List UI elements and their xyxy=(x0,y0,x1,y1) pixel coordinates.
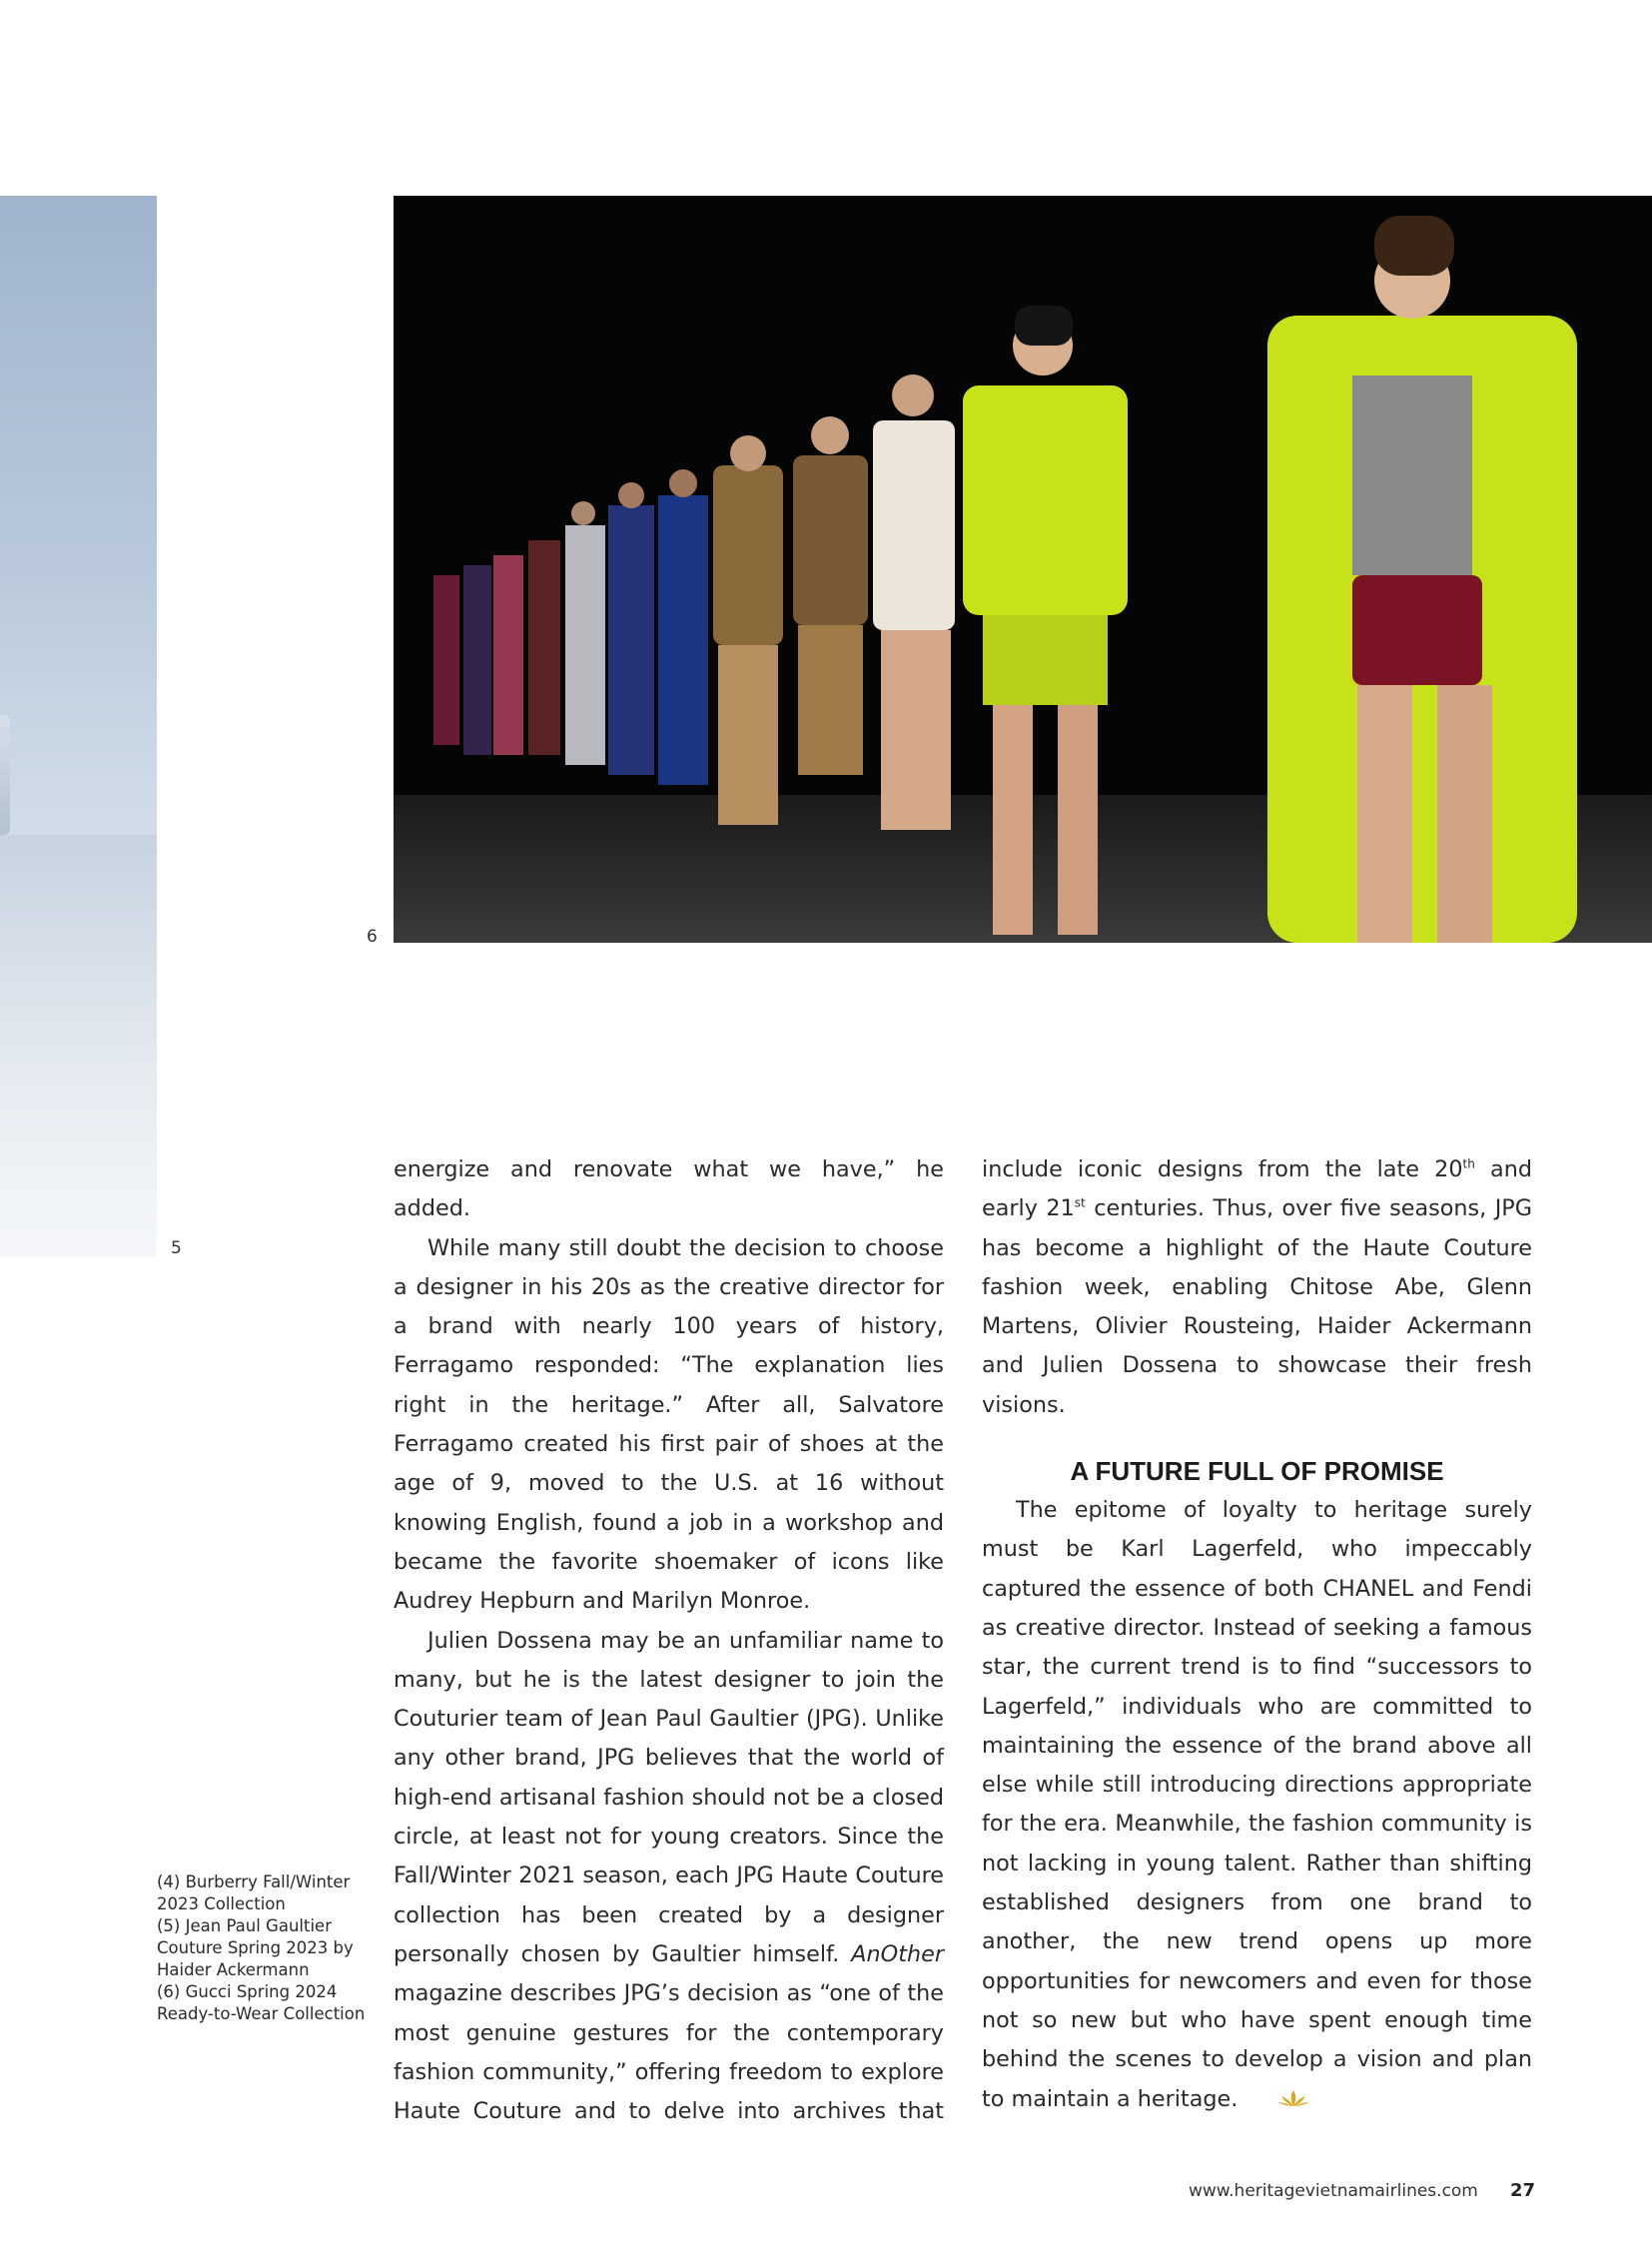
caption-5: (5) Jean Paul Gaultier Couture Spring 2023 by Haider Ackermann xyxy=(157,1916,354,1979)
paragraph: energize and renovate what we have,” he added. xyxy=(394,1156,944,1222)
text-run: magazine describes JPG’s decision as “one of the most genuine gestures for the contemporary fashion community,” offering freedom to explore Haute Couture and to delve into archives that xyxy=(394,1980,944,2125)
page-number: 27 xyxy=(1510,2180,1536,2201)
magazine-title: AnOther xyxy=(851,1940,944,1967)
lotus-icon xyxy=(1243,2082,1309,2121)
photo-figure xyxy=(0,715,10,835)
footer-website: www.heritagevietnamairlines.com xyxy=(1189,2181,1478,2201)
runway-illustration xyxy=(394,196,1652,943)
photo-floor xyxy=(0,835,157,1256)
paragraph xyxy=(394,1622,944,2132)
text-run: centuries. Thus, over five seasons, JPG has become a highlight of the Haute Couture fashion week, enabling Chitose Abe, Glenn Martens, Olivier Rousteing, Haider Ackermann and Julien Dossena to showcase their fresh visions. xyxy=(982,1195,1532,1418)
superscript: th xyxy=(1462,1156,1475,1171)
text-run: include iconic designs from the late 20 xyxy=(982,1156,1463,1182)
photo-number-5: 5 xyxy=(171,1238,182,1258)
paragraph xyxy=(982,1150,1532,1425)
article-column-1 xyxy=(394,1150,944,2131)
photo-number-6: 6 xyxy=(367,927,378,947)
caption-4: (4) Burberry Fall/Winter 2023 Collection xyxy=(157,1872,351,1913)
photo-5-burberry xyxy=(0,196,157,1256)
photo-6-gucci-runway xyxy=(394,196,1652,943)
text-run: and early 21 xyxy=(982,1156,1532,1222)
paragraph xyxy=(982,1491,1532,2121)
text-run: Julien Dossena may be an unfamiliar name to many, but he is the latest designer to join the Couturier team of Jean Paul Gaultier (JPG). Unlike any other brand, JPG believes that the world of high-end artisanal fashion should not be a closed circle, at least not for young creators. Since the Fall/Winter 2021 season, each JPG Haute Couture collection has been created by a designer personally chosen by Gaultier himself. xyxy=(394,1627,944,1967)
caption-6: (6) Gucci Spring 2024 Ready-to-Wear Collection xyxy=(157,1982,366,2023)
superscript: st xyxy=(1074,1195,1086,1210)
article-column-2 xyxy=(982,1150,1532,2121)
photo-captions xyxy=(157,1871,367,2025)
paragraph: While many still doubt the decision to choose a designer in his 20s as the creative director for a brand with nearly 100 years of history, Ferragamo responded: “The explanation lies right in the heritage.” After all, Salvatore Ferragamo created his first pair of shoes at the age of 9, moved to the U.S. at 16 without knowing English, found a job in a workshop and became the favorite shoemaker of icons like Audrey Hepburn and Marilyn Monroe. xyxy=(394,1234,944,1615)
text-run: The epitome of loyalty to heritage surely must be Karl Lagerfeld, who impeccably captured the essence of both CHANEL and Fendi as creative director. Instead of seeking a famous star, the current trend is to find “successors to Lagerfeld,” individuals who are committed to maintaining the essence of the brand above all else while still introducing directions appropriate for the era. Meanwhile, the fashion community is not lacking in young talent. Rather than shifting established designers from one brand to another, the new trend opens up more opportunities for newcomers and even for those not so new but who have spent enough time behind the scenes to develop a vision and plan to maintain a heritage. xyxy=(982,1497,1532,2112)
section-heading: A FUTURE FULL OF PROMISE xyxy=(1070,1456,1444,1487)
